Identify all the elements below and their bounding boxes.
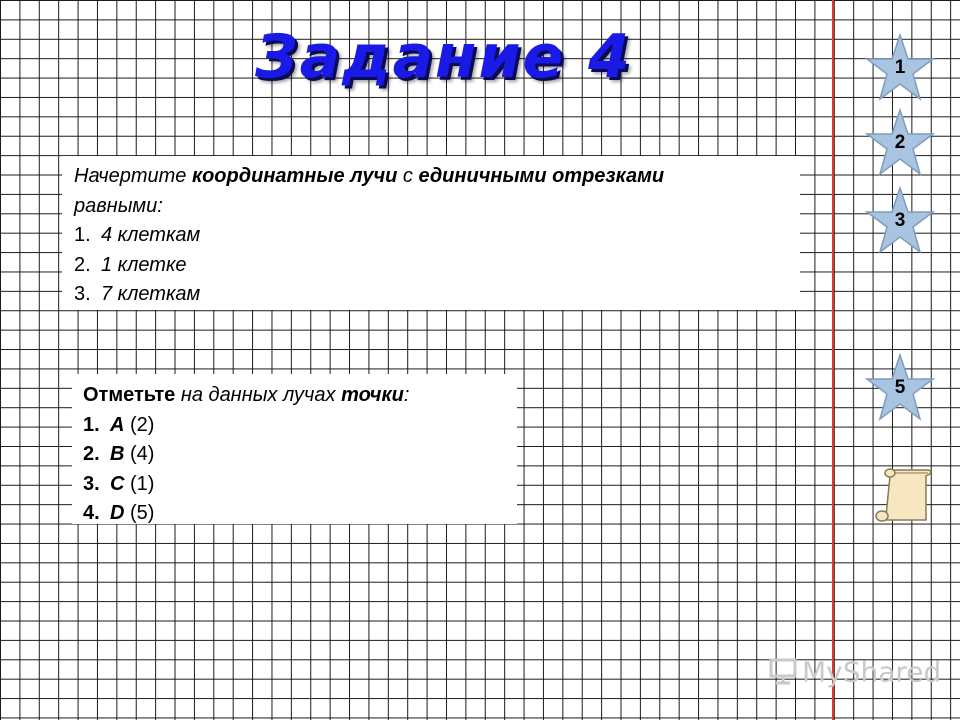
- points-lead: на данных лучах: [175, 384, 342, 406]
- list-item: 1. 4 клеткам: [74, 224, 201, 246]
- list-item: 3. C (1): [83, 472, 155, 495]
- points-lead-bold: Отметьте: [83, 384, 176, 406]
- list-item: 2. 1 клетке: [74, 253, 187, 276]
- margin-line: [832, 0, 834, 720]
- presentation-icon: [768, 655, 798, 692]
- watermark: [768, 655, 941, 692]
- points-lead-bold2: точки: [341, 384, 404, 406]
- watermark-text: MyShared: [802, 655, 942, 689]
- star-label: 1: [894, 57, 906, 78]
- nav-star-1[interactable]: [865, 33, 935, 99]
- nav-star-2[interactable]: [865, 108, 935, 174]
- list-item: 4. D (5): [83, 502, 155, 524]
- scroll-icon[interactable]: [870, 464, 932, 524]
- points-box: [72, 374, 517, 524]
- star-label: 3: [894, 210, 906, 231]
- points-intro: Отметьте на данных лучах точки:: [83, 384, 410, 406]
- page-title: Задание 4: [255, 22, 632, 92]
- intro-text: Начертите: [74, 165, 192, 187]
- nav-star-5[interactable]: [865, 353, 935, 419]
- task-intro-end: равными:: [74, 194, 163, 217]
- star-label: 2: [894, 132, 906, 153]
- star-label: 5: [894, 377, 906, 398]
- task-box: [62, 156, 800, 310]
- intro-mid: с: [397, 165, 419, 187]
- nav-star-3[interactable]: [865, 186, 935, 252]
- intro-bold-rays: координатные лучи: [191, 165, 398, 187]
- task-intro: [74, 162, 800, 192]
- list-item: 3. 7 клеткам: [74, 283, 201, 305]
- intro-bold-segments: единичными отрезками: [418, 165, 665, 187]
- list-item: 1. A (2): [83, 413, 155, 436]
- list-item: 2. B (4): [83, 443, 155, 465]
